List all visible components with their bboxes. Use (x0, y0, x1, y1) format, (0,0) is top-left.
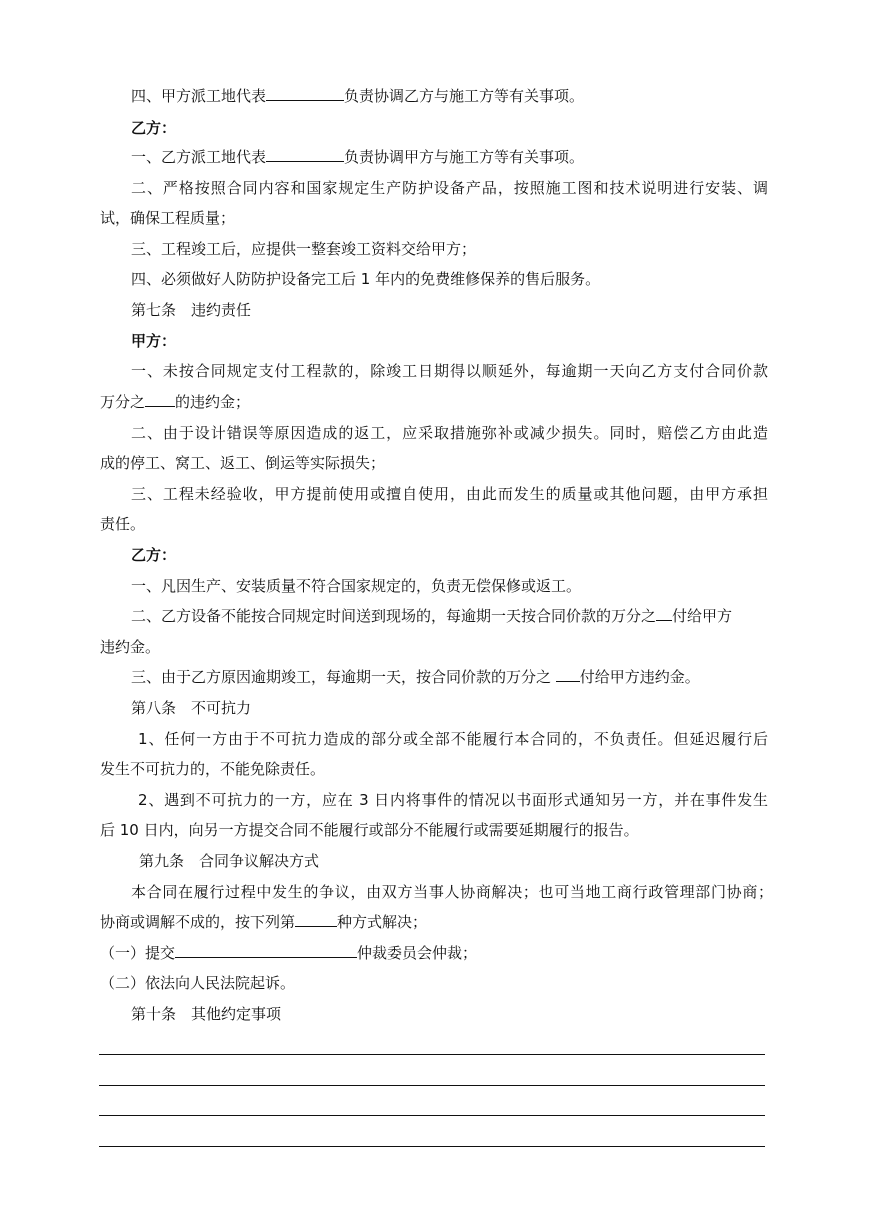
clause-line: 2、遇到不可抗力的一方，应在 3 日内将事件的情况以书面形式通知另一方，并在事件发生 (138, 791, 768, 809)
fill-blank (145, 389, 175, 407)
clause-line: 一、凡因生产、安装质量不符合国家规定的，负责无偿保修或返工。 (131, 577, 582, 595)
clause-line: 三、由于乙方原因逾期竣工，每逾期一天，按合同价款的万分之 付给甲方违约金。 (131, 662, 811, 692)
clause-line: 成的停工、窝工、返工、倒运等实际损失； (100, 454, 386, 472)
fill-blank (175, 940, 357, 958)
clause-line: 违约金。 (100, 638, 161, 656)
clause-line: 责任。 (100, 515, 146, 533)
clause-line: 四、甲方派工地代表 负责协调乙方与施工方等有关事项。 (131, 81, 811, 111)
clause-line: 万分之 的违约金； (100, 387, 780, 417)
clause-line: 二、严格按照合同内容和国家规定生产防护设备产品，按照施工图和技术说明进行安装、调 (131, 179, 768, 197)
fill-blank (556, 664, 580, 682)
article-heading: 第八条 不可抗力 (131, 699, 252, 717)
signature-rule (99, 1115, 765, 1116)
signature-rule (99, 1054, 765, 1055)
clause-line: 发生不可抗力的，不能免除责任。 (100, 760, 326, 778)
party-a-heading: 甲方： (131, 332, 177, 350)
clause-line: 一、乙方派工地代表 负责协调甲方与施工方等有关事项。 (131, 142, 811, 172)
signature-rule (99, 1085, 765, 1086)
fill-blank (266, 144, 344, 162)
party-b-heading: 乙方： (131, 119, 177, 137)
clause-line: （一）提交 仲裁委员会仲裁； (100, 938, 780, 968)
clause-line: 1、任何一方由于不可抗力造成的部分或全部不能履行本合同的，不负责任。但延迟履行后 (138, 730, 768, 748)
article-heading: 第七条 违约责任 (131, 301, 252, 319)
clause-line: 二、乙方设备不能按合同规定时间送到现场的，每逾期一天按合同价款的万分之 付给甲方 (131, 601, 811, 631)
clause-line: 三、工程未经验收，甲方提前使用或擅自使用，由此而发生的质量或其他问题，由甲方承担 (131, 485, 768, 503)
clause-line: 二、由于设计错误等原因造成的返工，应采取措施弥补或减少损失。同时，赔偿乙方由此造 (131, 424, 768, 442)
clause-line: 试，确保工程质量； (100, 209, 236, 227)
fill-blank (295, 909, 337, 927)
clause-line: 本合同在履行过程中发生的争议，由双方当事人协商解决；也可当地工商行政管理部门协商； (131, 883, 773, 901)
signature-rule (99, 1146, 765, 1147)
clause-line: 四、必须做好人防防护设备完工后 1 年内的免费维修保养的售后服务。 (131, 270, 601, 288)
fill-blank (656, 603, 672, 621)
clause-line: （二）依法向人民法院起诉。 (100, 974, 296, 992)
article-heading: 第九条 合同争议解决方式 (139, 852, 320, 870)
fill-blank (266, 83, 344, 101)
clause-line: 三、工程竣工后，应提供一整套竣工资料交给甲方； (131, 240, 477, 258)
clause-line: 后 10 日内，向另一方提交合同不能履行或部分不能履行或需要延期履行的报告。 (100, 821, 639, 839)
article-heading: 第十条 其他约定事项 (131, 1005, 282, 1023)
party-b-heading: 乙方： (131, 546, 177, 564)
clause-line: 协商或调解不成的，按下列第 种方式解决； (100, 907, 780, 937)
clause-line: 一、未按合同规定支付工程款的，除竣工日期得以顺延外，每逾期一天向乙方支付合同价款 (131, 362, 768, 380)
